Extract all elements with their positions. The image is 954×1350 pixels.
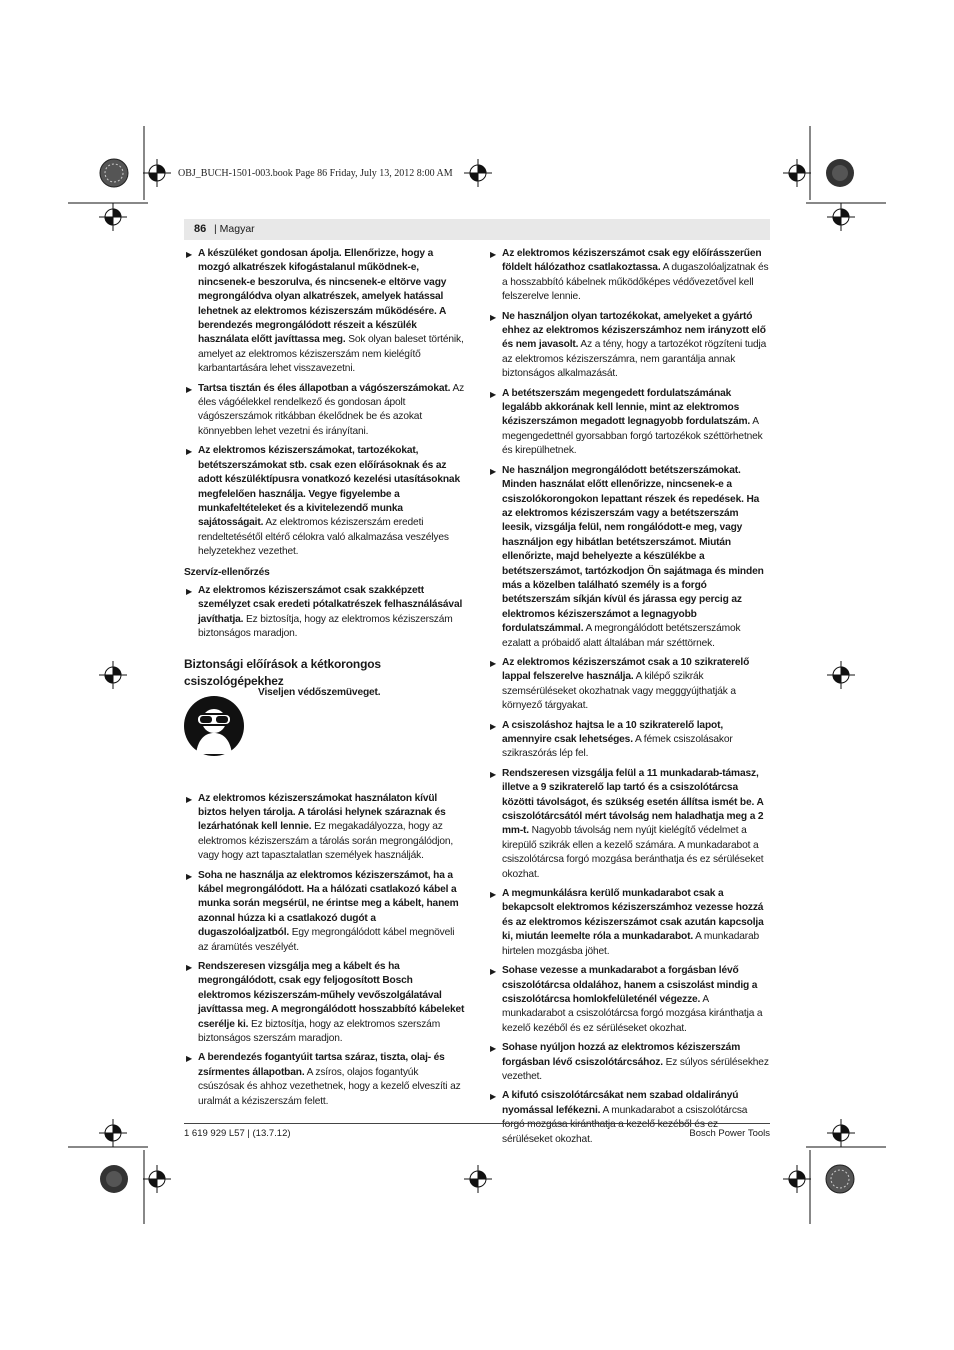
bullet-arrow-icon: ▶ bbox=[490, 312, 497, 322]
bullet-arrow-icon: ▶ bbox=[186, 586, 193, 596]
safety-item bbox=[488, 464, 770, 651]
bullet-arrow-icon: ▶ bbox=[490, 250, 497, 259]
bullet-arrow-icon: ▶ bbox=[186, 794, 193, 804]
safety-item-instruction: A berendezés fogantyúit tartsa száraz, tiszta, olaj- és zsírmentes állapotban. bbox=[198, 1052, 445, 1078]
bullet-arrow-icon: ▶ bbox=[490, 389, 497, 399]
bullet-arrow-icon: ▶ bbox=[186, 447, 193, 457]
safety-item-explanation: A megengedettnél gyorsabban forgó tartozékok széttörhetnek és kirepülhetnek. bbox=[502, 416, 763, 457]
safety-item bbox=[184, 792, 466, 864]
safety-item-instruction: Az elektromos kéziszerszámot csak egy előírásszerűen földelt hálózathoz csatlakoztassa. bbox=[502, 248, 762, 274]
safety-item-explanation: Ez súlyos sérülésekhez vezethet. bbox=[502, 1056, 769, 1082]
safety-item-instruction: Az elektromos kéziszerszámot csak a 10 szikraterelő lappal felszerelve használja. bbox=[502, 656, 750, 683]
safety-item bbox=[184, 444, 466, 559]
bullet-arrow-icon: ▶ bbox=[186, 871, 193, 881]
safety-item bbox=[488, 387, 770, 459]
safety-item bbox=[184, 382, 466, 440]
safety-item-explanation: Sok olyan baleset történik, amelyet az elektromos kéziszerszám nem kielégítő karbantartására lehet visszavezetni. bbox=[198, 334, 464, 375]
safety-item bbox=[184, 960, 466, 1046]
safety-item bbox=[488, 719, 770, 762]
safety-item-instruction: Ne használjon olyan tartozékokat, amelyeket a gyártó ehhez az elektromos kéziszerszámhoz nem irányzott elő és nem javasolt. bbox=[502, 310, 766, 351]
safety-item-instruction: A betétszerszám megengedett fordulatszámának legalább akkorának kell lennie, mint az elektromos kéziszerszámon megadott legnagyobb fordulatszám. bbox=[502, 387, 751, 428]
bullet-arrow-icon: ▶ bbox=[186, 1054, 193, 1064]
bullet-arrow-icon: ▶ bbox=[186, 384, 193, 394]
goggles-notice bbox=[184, 686, 466, 786]
bullet-arrow-icon: ▶ bbox=[490, 890, 497, 900]
bullet-arrow-icon: ▶ bbox=[490, 1092, 497, 1102]
safety-item-instruction: Soha ne használja az elektromos kéziszerszámot, ha a kábel megrongálódott. Ha a hálózati csatlakozó kábel a munka során megsérül, ne érintse meg a kábelt, hanem azonnal húzza ki a csatlakozó dugót a dugaszolóaljzatból. bbox=[198, 869, 459, 939]
safety-item-instruction: Ne használjon megrongálódott betétszerszámokat. Minden használat előtt ellenőrizze, nincsenek-e a csiszolókorongokon lepattant részek és repedések. Ha az elektromos kéziszerszám vagy a betétszerszám leesik, vizsgálja felül, nem rongálódott-e meg, vagy használjon egy hibátlan betétszerszámot. Miután ellenőrizte, majd behelyezte a készülékbe a betétszerszámot, tartózkodjon Ön sajátmaga és minden más a közelben található személy is a forgó betétszerszám síkján kívül és járassa egy percig az elektromos kéziszerszámot a legnagyobb fordulatszámmal. bbox=[502, 464, 764, 635]
right-column bbox=[488, 247, 770, 1152]
safety-item-explanation: A dugaszolóaljzatnak és a hosszabbító kábelnek működőképes védővezetővel kell felszerelve lennie. bbox=[502, 262, 769, 303]
print-slug: OBJ_BUCH-1501-003.book Page 86 Friday, July 13, 2012 8:00 AM bbox=[178, 168, 453, 179]
safety-item-instruction: Az elektromos kéziszerszámot csak szakképzett személyzet csak eredeti pótalkatrészek felhasználásával javíthatja. bbox=[198, 584, 463, 625]
safety-item-explanation: Az a tény, hogy a tartozékot rögzíteni tudja az elektromos kéziszerszámra, nem garantálja annak biztonságos alkalmazását. bbox=[502, 339, 767, 380]
service-heading: Szervíz-ellenőrzés bbox=[184, 566, 270, 578]
left-items-group-2 bbox=[184, 584, 466, 642]
safety-item-instruction: Sohase nyúljon hozzá az elektromos kéziszerszám forgásban lévő csiszolótárcsához. bbox=[502, 1042, 741, 1068]
safety-item bbox=[488, 767, 770, 882]
safety-item-instruction: Az elektromos kéziszerszámokat használaton kívül biztos helyen tárolja. A tárolási helynek száraznak és lezárhatónak kell lennie. bbox=[198, 792, 446, 833]
safety-item-instruction: Sohase vezesse a munkadarabot a forgásban lévő csiszolótárcsa oldalához, hanem a csiszolást mindig a csiszolótárcsa homlokfelületénél végezze. bbox=[502, 965, 758, 1005]
bullet-arrow-icon: ▶ bbox=[490, 769, 497, 779]
safety-item-explanation: A munkadarab hirtelen mozgásba jöhet. bbox=[502, 931, 760, 957]
section-heading: Biztonsági előírások a kétkorongos csiszológépekhez bbox=[184, 656, 381, 688]
safety-item bbox=[184, 247, 466, 377]
footer-brand: Bosch Power Tools bbox=[689, 1128, 770, 1139]
page-number: 86 bbox=[194, 223, 207, 235]
bullet-arrow-icon: ▶ bbox=[490, 967, 497, 977]
bullet-arrow-icon: ▶ bbox=[490, 466, 497, 476]
bullet-arrow-icon: ▶ bbox=[186, 250, 193, 259]
safety-item bbox=[488, 887, 770, 959]
safety-item bbox=[184, 1051, 466, 1109]
safety-item-explanation: A zsíros, olajos fogantyúk csúszósak és ahhoz vezethetnek, hogy a kezelő elveszíti az uralmát a kéziszerszám felett. bbox=[198, 1066, 461, 1107]
language-label: Magyar bbox=[219, 223, 255, 235]
safety-item-explanation: A fémek csiszolásakor szikraszórás lép fel. bbox=[502, 734, 733, 760]
page-header bbox=[184, 219, 770, 240]
safety-item bbox=[488, 964, 770, 1036]
safety-item-instruction: Rendszeresen vizsgálja felül a 11 munkadarab-támasz, illetve a 9 szikraterelő lap tartó és a csiszolótárcsa közötti távolságot, és szükség esetén állítsa ismét be. A csiszolótárcsától mért távolság nem haladhatja meg a 2 mm-t. bbox=[502, 767, 764, 837]
goggles-caption: Viseljen védőszemüveget. bbox=[258, 686, 381, 698]
safety-item-instruction: Az elektromos kéziszerszámokat, tartozékokat, betétszerszámokat stb. csak ezen előírásoknak és az adott készüléktípusra vonatkozó kezelési utasításoknak megfelelően használja. Vegye figyelembe a munkafeltételeket és a kivitelezendő munka sajátosságait. bbox=[198, 445, 460, 529]
header-language: | Magyar bbox=[214, 223, 255, 235]
safety-item-explanation: Nagyobb távolság nem nyújt kielégítő védelmet a kirepülő szikrák ellen a kezelő számára. A munkadarabot a csiszolótárcsa forgó mozgása beránthatja és ez sérüléseket okozhat. bbox=[502, 825, 764, 880]
right-items-group bbox=[488, 247, 770, 1147]
left-items-group-1 bbox=[184, 247, 466, 560]
safety-item-instruction: A készüléket gondosan ápolja. Ellenőrizze, hogy a mozgó alkatrészek kifogástalanul működnek-e, nincsenek-e beszorulva, és nincsenek-e eltörve vagy megrongálódva olyan alkatrészek, amelyek hatással lehetnek az elektromos kéziszerszám működésére. A berendezés megrongálódott részeit a készülék használata előtt javíttassa meg. bbox=[198, 248, 447, 346]
safety-item bbox=[184, 584, 466, 642]
safety-item-explanation: Egy megrongálódott kábel megnöveli az áramütés veszélyét. bbox=[198, 927, 455, 953]
safety-item-explanation: A munkadarabot a csiszolótárcsa forgó mozgása kiránthatja a kezelő kezéből és ez sérüléseket okozhat. bbox=[502, 993, 763, 1034]
safety-item bbox=[488, 247, 770, 305]
safety-item-explanation: A megrongálódott betétszerszámok ezalatt a próbaidő alatt általában már széttörnek. bbox=[502, 623, 741, 649]
left-column bbox=[184, 247, 466, 1114]
safety-item-explanation: Ez megakadályozza, hogy az elektromos kéziszerszám a tárolás során megrongálódjon, vagy hogy azt tapasztalatlan személyek használják. bbox=[198, 821, 454, 862]
safety-item bbox=[488, 1041, 770, 1084]
safety-item-explanation: Ez biztosítja, hogy az elektromos kéziszerszám biztonságos maradjon. bbox=[198, 613, 453, 640]
safety-item-explanation: Ez biztosítja, hogy az elektromos szerszám biztonságos szerszám maradjon. bbox=[198, 1018, 441, 1045]
safety-item bbox=[184, 869, 466, 955]
safety-item-explanation: Az éles vágóélekkel rendelkező és gondosan ápolt vágószerszámok ritkábban ékelődnek be és azokat könnyebben lehet vezetni és irányítani. bbox=[198, 382, 465, 437]
safety-item-instruction: Tartsa tisztán és éles állapotban a vágószerszámokat. bbox=[198, 382, 451, 394]
safety-goggles-icon bbox=[184, 696, 244, 756]
bullet-arrow-icon: ▶ bbox=[490, 1044, 497, 1054]
left-items-group-3 bbox=[184, 792, 466, 1110]
bullet-arrow-icon: ▶ bbox=[490, 658, 497, 668]
safety-item bbox=[488, 310, 770, 382]
safety-item-instruction: A csiszoláshoz hajtsa le a 10 szikraterelő lapot, amennyire csak lehetséges. bbox=[502, 719, 724, 745]
safety-item-explanation: A kilépő szikrák szemsérüléseket okozhatnak vagy megggyújthatják a környező tárgyakat. bbox=[502, 671, 736, 712]
safety-item-explanation: Az elektromos kéziszerszám eredeti rendeltetésétől eltérő célokra való alkalmazása veszélyes helyzetekhez vezethet. bbox=[198, 517, 449, 558]
safety-item-instruction: A kifutó csiszolótárcsákat nem szabad oldalirányú nyomással lefékezni. bbox=[502, 1090, 739, 1116]
safety-item-explanation: A munkadarabot a csiszolótárcsa forgó mozgása kiránthatja a kezelő kezéből és ez sérüléseket okozhat. bbox=[502, 1104, 748, 1145]
bullet-arrow-icon: ▶ bbox=[186, 963, 193, 973]
safety-item bbox=[488, 656, 770, 714]
bullet-arrow-icon: ▶ bbox=[490, 721, 497, 731]
footer-doc-code: 1 619 929 L57 | (13.7.12) bbox=[184, 1128, 291, 1139]
safety-item-instruction: A megmunkálásra kerülő munkadarabot csak a bekapcsolt elektromos kéziszerszámhoz vezesse hozzá és az elektromos kéziszerszámot csak azután kapcsolja ki, miután leemelte róla a munkadarabot. bbox=[502, 888, 764, 943]
page-footer bbox=[184, 1123, 770, 1139]
safety-item-instruction: Rendszeresen vizsgálja meg a kábelt és ha megrongálódott, csak egy feljogosított Bosch elektromos kéziszerszám-műhely vevőszolgálatával javíttassa meg. A megrongálódott hosszabbító kábeleket cserélje ki. bbox=[198, 961, 465, 1030]
